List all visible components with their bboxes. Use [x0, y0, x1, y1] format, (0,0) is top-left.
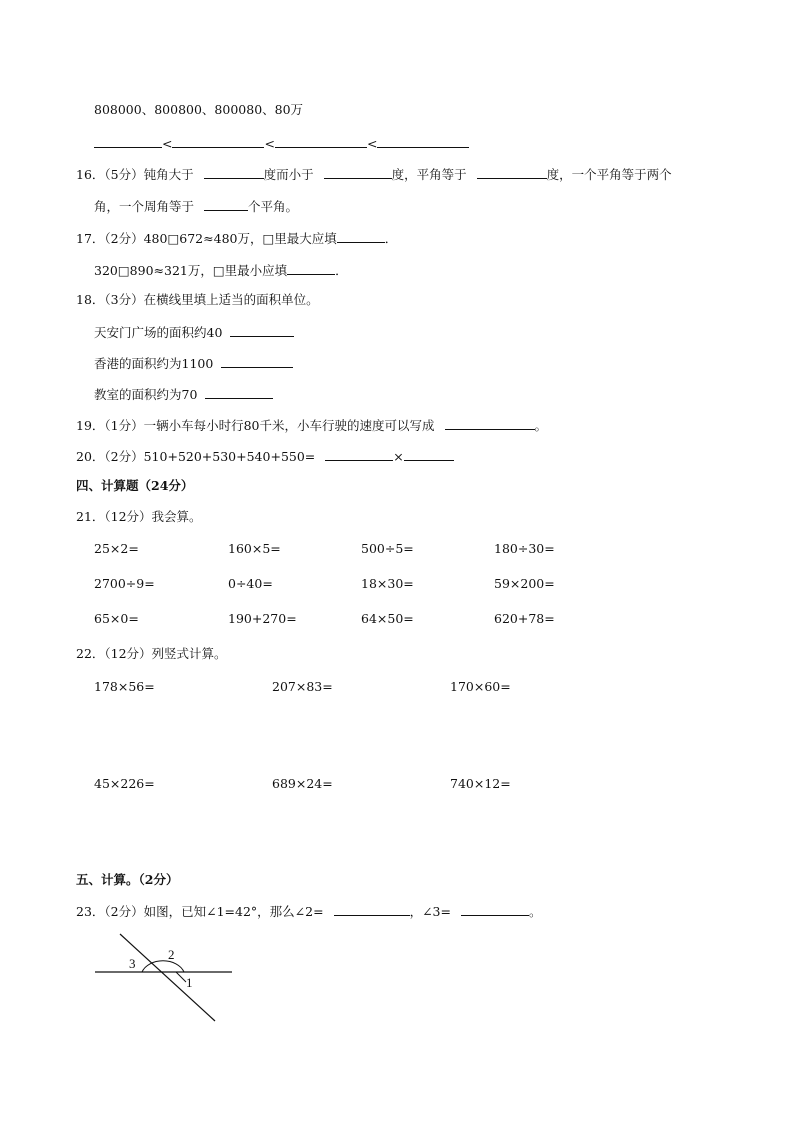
q23-text: 23．（2分）如图，已知∠1=42°，那么∠2=	[76, 904, 324, 919]
q16-line2	[94, 198, 298, 215]
q21-title: 21．（12分）我会算。	[76, 509, 202, 524]
q16-blank-4[interactable]	[204, 198, 248, 211]
lt-sign: <	[264, 136, 275, 151]
q15-numbers: 808000、800800、800080、80万	[94, 102, 304, 117]
q18-blank-1[interactable]	[230, 324, 294, 337]
q20-blank-2[interactable]	[404, 448, 454, 461]
q15-blank-4[interactable]	[377, 135, 469, 148]
vertical-calc-item: 207×83=	[272, 679, 333, 694]
q17-text: 320□890≈321万，□里最小应填	[94, 263, 288, 278]
q15-blank-3[interactable]	[275, 135, 367, 148]
vertical-calc-item: 689×24=	[272, 776, 333, 791]
q18-text: 香港的面积约为1100	[94, 356, 214, 371]
vertical-calc-item: 178×56=	[94, 679, 155, 694]
q17-blank-1[interactable]	[337, 230, 385, 243]
calc-item: 2700÷9=	[94, 576, 155, 591]
q16-line1	[76, 166, 672, 183]
q23-line	[76, 903, 541, 920]
q17-text: ．	[384, 231, 398, 246]
calc-item: 65×0=	[94, 611, 139, 626]
q17-blank-2[interactable]	[287, 262, 335, 275]
calc-item: 180÷30=	[494, 541, 555, 556]
angle-label-2: 2	[168, 947, 175, 962]
q17-text: ．	[335, 263, 348, 278]
q23-text: ，∠3=	[409, 904, 451, 919]
calc-item: 160×5=	[228, 541, 281, 556]
calc-item: 59×200=	[494, 576, 555, 591]
q18-title: 18．（3分）在横线里填上适当的面积单位。	[76, 292, 319, 307]
q23-blank-2[interactable]	[461, 903, 529, 916]
q17-line1	[76, 230, 397, 247]
q19-text: 19．（1分）一辆小车每小时行80千米，小车行驶的速度可以写成	[76, 418, 435, 433]
q18-blank-2[interactable]	[221, 355, 293, 368]
q23-blank-1[interactable]	[334, 903, 410, 916]
q16-text: 度，平角等于	[391, 167, 467, 182]
q16-text: 16．（5分）钝角大于	[76, 167, 194, 182]
q18-c	[94, 386, 273, 403]
angle-label-1: 1	[186, 975, 193, 990]
lt-sign: <	[162, 136, 173, 151]
q16-text: 角，一个周角等于	[94, 199, 195, 214]
angle-arc-1	[176, 972, 186, 982]
calc-item: 64×50=	[361, 611, 414, 626]
q16-blank-2[interactable]	[324, 166, 392, 179]
q17-text: 17．（2分）480□672≈480万，□里最大应填	[76, 231, 337, 246]
q20-text: 20．（2分）510+520+530+540+550=	[76, 449, 316, 464]
q19-blank[interactable]	[445, 417, 535, 430]
q18-text: 教室的面积约为70	[94, 387, 198, 402]
angle-label-3: 3	[129, 956, 136, 971]
angle-arc-top	[142, 961, 184, 972]
vertical-calc-item: 170×60=	[450, 679, 511, 694]
calc-item: 620+78=	[494, 611, 555, 626]
calc-item: 25×2=	[94, 541, 139, 556]
section-5-heading: 五、计算。（2分）	[76, 872, 179, 887]
angle-figure	[90, 928, 240, 1028]
q15-order-line	[94, 135, 469, 152]
q15-blank-2[interactable]	[172, 135, 264, 148]
q19-line	[76, 417, 547, 434]
q17-line2	[94, 262, 348, 279]
q19-text: 。	[534, 418, 548, 433]
q22-title: 22．（12分）列竖式计算。	[76, 646, 227, 661]
q18-a	[94, 324, 294, 341]
vertical-calc-item: 45×226=	[94, 776, 155, 791]
q15-blank-1[interactable]	[94, 135, 162, 148]
calc-item: 18×30=	[361, 576, 414, 591]
q18-b	[94, 355, 293, 372]
q16-blank-1[interactable]	[204, 166, 264, 179]
q16-blank-3[interactable]	[477, 166, 547, 179]
q20-blank-1[interactable]	[325, 448, 393, 461]
lt-sign: <	[366, 136, 378, 151]
q18-blank-3[interactable]	[205, 386, 273, 399]
calc-item: 500÷5=	[361, 541, 414, 556]
calc-item: 0÷40=	[228, 576, 273, 591]
q23-text: 。	[528, 904, 542, 919]
q18-text: 天安门广场的面积约40	[94, 325, 223, 340]
section-4-heading: 四、计算题（24分）	[76, 478, 194, 493]
vertical-calc-item: 740×12=	[450, 776, 511, 791]
q16-text: 度，一个平角等于两个	[546, 167, 672, 182]
q16-text: 度而小于	[263, 167, 314, 182]
q20-line	[76, 448, 454, 465]
q16-text: 个平角。	[248, 199, 299, 214]
times-sign: ×	[393, 449, 404, 464]
calc-item: 190+270=	[228, 611, 297, 626]
